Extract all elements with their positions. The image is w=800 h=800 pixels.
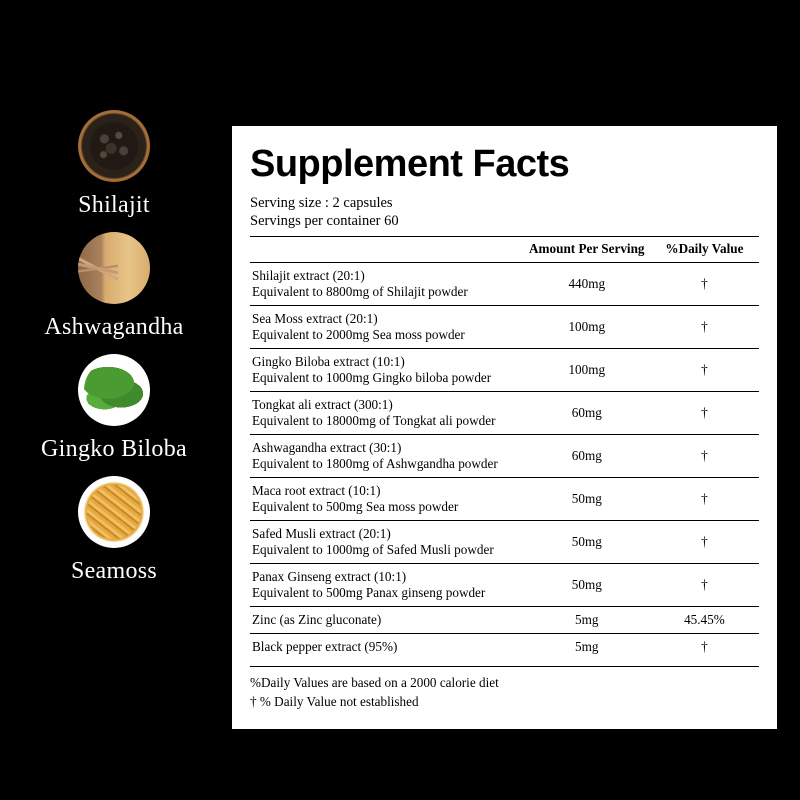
column-header-amount: Amount Per Serving xyxy=(529,241,645,256)
ingredient-list xyxy=(0,110,228,586)
ingredient-name: Safed Musli extract (20:1) xyxy=(252,526,391,541)
table-row xyxy=(250,607,759,634)
table-row xyxy=(250,263,759,306)
page-title: Supplement Facts xyxy=(250,143,570,185)
ingredient-equivalent: Equivalent to 500mg Sea moss powder xyxy=(252,499,459,514)
row-dv-cell: † xyxy=(650,634,759,661)
seamoss-bowl-icon xyxy=(78,476,150,548)
row-dv-cell: † xyxy=(650,306,759,349)
ingredient-name: Ashwagandha extract (30:1) xyxy=(252,440,402,455)
ingredient-name: Sea Moss extract (20:1) xyxy=(252,311,378,326)
row-name-cell xyxy=(250,392,524,435)
list-item xyxy=(0,476,228,586)
row-dv-cell: 45.45% xyxy=(650,607,759,634)
row-amount-cell: 100mg xyxy=(524,349,650,392)
ingredient-name: Shilajit extract (20:1) xyxy=(252,268,365,283)
row-name-cell xyxy=(250,607,524,634)
row-name-cell xyxy=(250,306,524,349)
row-name-cell xyxy=(250,521,524,564)
table-header-row xyxy=(250,237,759,263)
ingredient-name: Black pepper extract (95%) xyxy=(252,639,398,654)
ashwagandha-root-icon xyxy=(78,232,150,304)
row-name-cell xyxy=(250,435,524,478)
footnotes xyxy=(250,666,759,711)
row-name-cell xyxy=(250,564,524,607)
supplement-facts-panel xyxy=(232,126,777,729)
gingko-leaf-icon xyxy=(78,354,150,426)
supplement-facts-table xyxy=(250,237,759,660)
table-row xyxy=(250,349,759,392)
ingredient-name: Zinc (as Zinc gluconate) xyxy=(252,612,382,627)
table-row xyxy=(250,521,759,564)
row-amount-cell: 50mg xyxy=(524,564,650,607)
ingredient-equivalent: Equivalent to 18000mg of Tongkat ali powder xyxy=(252,413,496,428)
ingredient-equivalent: Equivalent to 1000mg Gingko biloba powder xyxy=(252,370,492,385)
row-name-cell xyxy=(250,263,524,306)
list-item xyxy=(0,232,228,342)
table-header xyxy=(250,237,759,263)
shilajit-bowl-icon xyxy=(78,110,150,182)
row-dv-cell: † xyxy=(650,478,759,521)
ingredient-name: Panax Ginseng extract (10:1) xyxy=(252,569,407,584)
ingredient-equivalent: Equivalent to 2000mg Sea moss powder xyxy=(252,327,465,342)
servings-per-container: Servings per container 60 xyxy=(250,213,399,229)
row-dv-cell: † xyxy=(650,435,759,478)
row-dv-cell: † xyxy=(650,392,759,435)
row-name-cell xyxy=(250,634,524,661)
ingredient-name: Gingko Biloba extract (10:1) xyxy=(252,354,405,369)
row-amount-cell: 5mg xyxy=(524,634,650,661)
list-item xyxy=(0,354,228,464)
row-name-cell xyxy=(250,349,524,392)
row-amount-cell: 100mg xyxy=(524,306,650,349)
row-amount-cell: 50mg xyxy=(524,478,650,521)
ingredient-label: Shilajit xyxy=(78,192,150,218)
ingredient-label: Seamoss xyxy=(70,558,158,584)
row-amount-cell: 50mg xyxy=(524,521,650,564)
list-item xyxy=(0,110,228,220)
row-amount-cell: 60mg xyxy=(524,392,650,435)
footnote-daily-values: %Daily Values are based on a 2000 calorie diet xyxy=(250,675,499,690)
column-header-daily-value: %Daily Value xyxy=(665,241,744,256)
table-row xyxy=(250,306,759,349)
serving-size: Serving size : 2 capsules xyxy=(250,195,393,211)
ingredient-equivalent: Equivalent to 8800mg of Shilajit powder xyxy=(252,284,468,299)
table-row xyxy=(250,634,759,661)
row-amount-cell: 440mg xyxy=(524,263,650,306)
column-header-name xyxy=(250,237,524,263)
row-dv-cell: † xyxy=(650,263,759,306)
table-row xyxy=(250,564,759,607)
ingredient-equivalent: Equivalent to 500mg Panax ginseng powder xyxy=(252,585,486,600)
table-row xyxy=(250,392,759,435)
row-amount-cell: 5mg xyxy=(524,607,650,634)
ingredient-name: Maca root extract (10:1) xyxy=(252,483,381,498)
table-body xyxy=(250,263,759,661)
table-row xyxy=(250,478,759,521)
ingredient-label: Ashwagandha xyxy=(44,314,184,340)
table-row xyxy=(250,435,759,478)
ingredient-name: Tongkat ali extract (300:1) xyxy=(252,397,393,412)
ingredient-equivalent: Equivalent to 1800mg of Ashwgandha powder xyxy=(252,456,498,471)
footnote-dagger: † % Daily Value not established xyxy=(250,694,419,709)
ingredient-label: Gingko Biloba xyxy=(41,436,187,462)
row-dv-cell: † xyxy=(650,564,759,607)
ingredient-equivalent: Equivalent to 1000mg of Safed Musli powder xyxy=(252,542,494,557)
row-name-cell xyxy=(250,478,524,521)
row-dv-cell: † xyxy=(650,349,759,392)
divider xyxy=(250,666,759,667)
row-amount-cell: 60mg xyxy=(524,435,650,478)
row-dv-cell: † xyxy=(650,521,759,564)
